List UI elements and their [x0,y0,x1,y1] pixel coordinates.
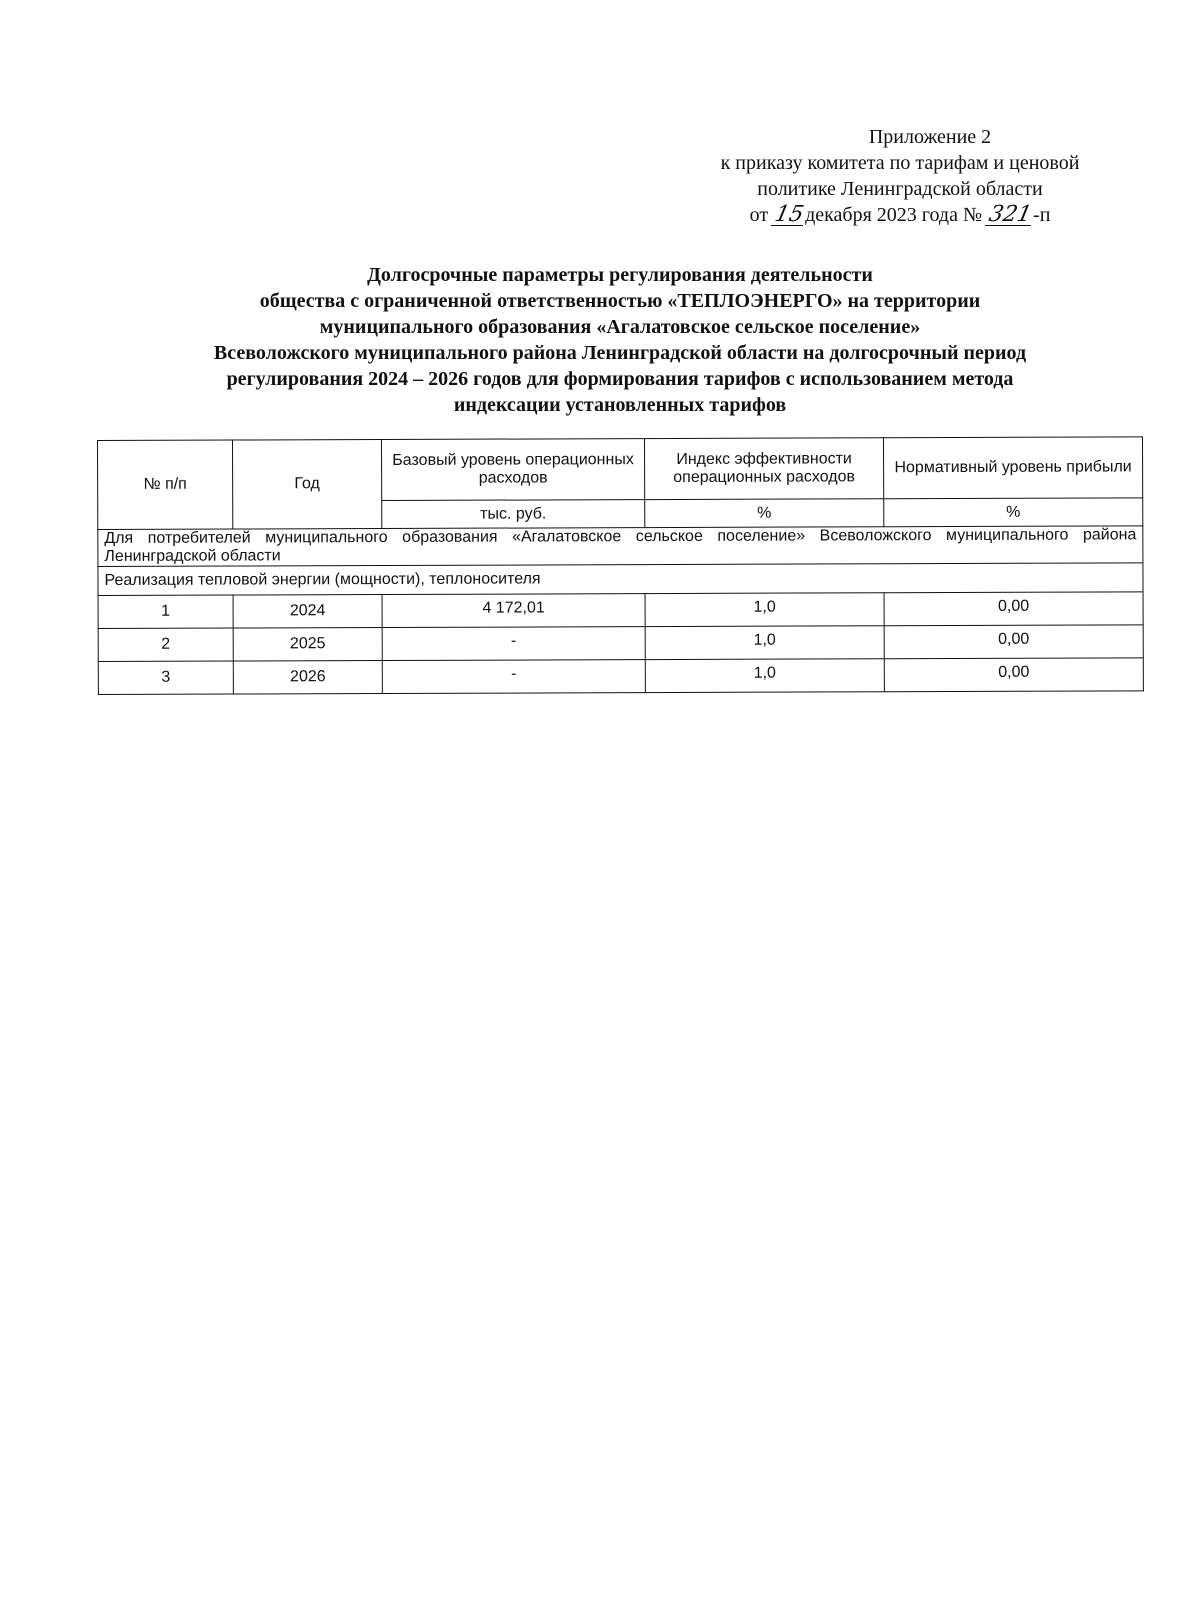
cell-base-level: - [382,660,645,694]
table-row [98,658,1143,695]
document-title [80,262,1160,418]
subgroup-label: Реализация тепловой энергии (мощности), теплоносителя [98,563,1143,596]
handwritten-day: 15 [772,202,806,227]
cell-profit-level: 0,00 [884,592,1143,626]
cell-year: 2024 [233,595,382,629]
header-profit-level: Нормативный уровень прибыли [883,437,1142,499]
date-prefix: от [749,204,769,226]
title-line-5: регулирования 2024 – 2026 годов для формирования тарифов с использованием метода [226,368,1014,390]
cell-year: 2025 [233,628,382,662]
header-efficiency-index: Индекс эффективности операционных расходов [644,438,883,500]
cell-base-level: - [382,627,645,661]
parameters-table [97,436,1144,695]
cell-number: 2 [98,628,233,661]
table-row [98,625,1143,662]
appendix-committee-line: политике Ленинградской области [757,178,1043,200]
unit-base-level: тыс. руб. [382,500,645,529]
date-middle: декабря 2023 года № [805,204,983,226]
table-row [98,592,1143,629]
appendix-order-line: к приказу комитета по тарифам и ценовой [720,152,1080,174]
unit-efficiency-index: % [645,499,884,528]
title-line-3: муниципального образования «Агалатовское сельское поселение» [319,316,921,338]
header-year: Год [233,440,382,530]
cell-year: 2026 [233,661,382,695]
title-line-2: общества с ограниченной ответственностью «ТЕПЛОЭНЕРГО» на территории [259,290,981,312]
header-number: № п/п [98,440,233,529]
cell-profit-level: 0,00 [884,625,1143,659]
group-row [98,526,1143,567]
appendix-header [660,124,1140,228]
group-label: Для потребителей муниципального образования «Агалатовское сельское поселение» Всеволожского муниципального района Ленинградской области [98,526,1143,567]
cell-base-level: 4 172,01 [382,594,645,628]
cell-number: 3 [98,661,233,694]
cell-number: 1 [98,595,233,628]
title-line-4: Всеволожского муниципального района Ленинградской области на долгосрочный период [213,342,1027,364]
cell-profit-level: 0,00 [884,658,1143,692]
header-base-level: Базовый уровень операционных расходов [382,439,645,501]
order-number-suffix: -п [1033,204,1051,226]
table-header-row [98,437,1143,502]
title-line-1: Долгосрочные параметры регулирования деятельности [367,264,873,286]
handwritten-order-number: 321 [986,202,1034,227]
unit-profit-level: % [884,498,1143,527]
cell-efficiency-index: 1,0 [645,626,884,660]
cell-efficiency-index: 1,0 [645,659,884,693]
appendix-date-line [660,202,1140,228]
cell-efficiency-index: 1,0 [645,593,884,627]
subgroup-row [98,563,1143,596]
appendix-title: Приложение 2 [868,126,992,148]
title-line-6: индексации установленных тарифов [453,394,787,416]
